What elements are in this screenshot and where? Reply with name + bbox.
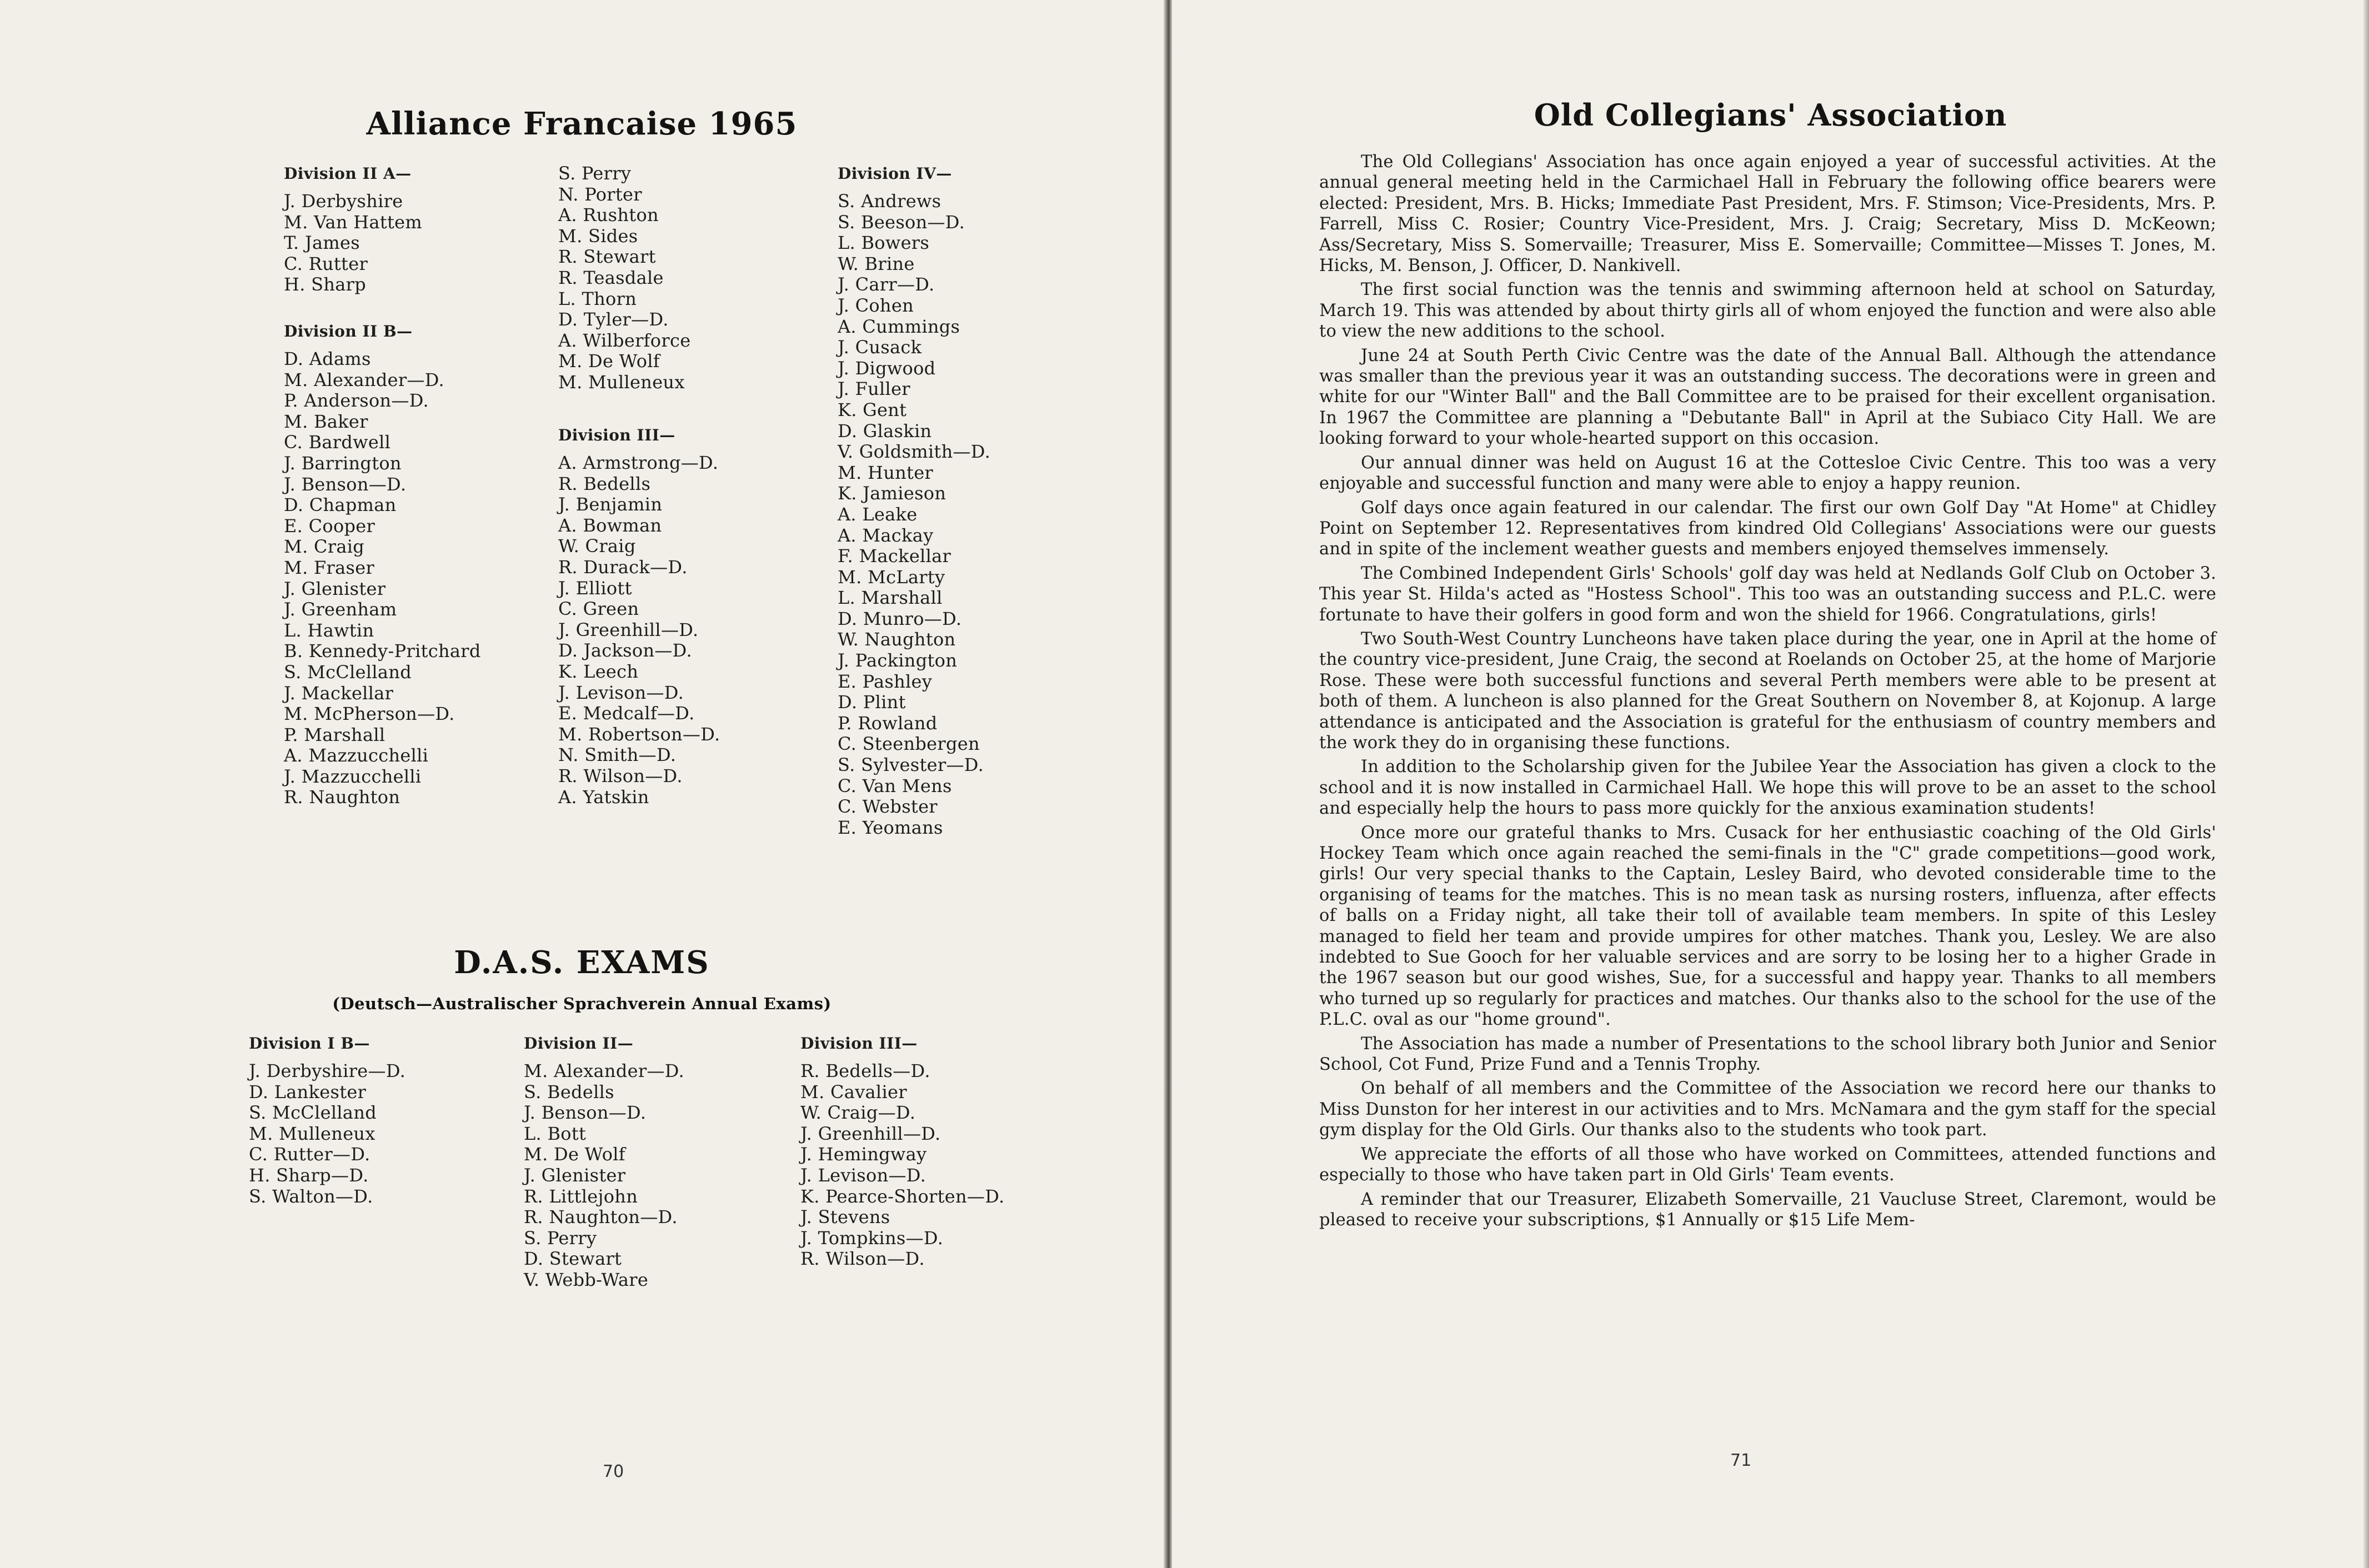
name-list: [558, 163, 690, 393]
name-entry: D. Plint: [838, 692, 906, 713]
name-entry: S. Andrews: [838, 191, 941, 212]
name-entry: C. Rutter—D.: [249, 1144, 370, 1165]
name-entry: D. Lankester: [249, 1081, 367, 1103]
name-entry: D. Chapman: [284, 494, 397, 516]
name-entry: C. Green: [558, 598, 639, 620]
name-entry: J. Greenham: [284, 599, 397, 620]
division-heading: Division IV—: [838, 164, 952, 183]
name-entry: J. Mackellar: [284, 682, 394, 704]
name-entry: M. Fraser: [284, 557, 375, 578]
name-entry: K. Leech: [558, 660, 639, 682]
name-list: [249, 1061, 405, 1207]
page-number: 71: [1730, 1451, 1752, 1470]
das-division-1b: [249, 1033, 405, 1207]
name-entry: M. McPherson—D.: [284, 703, 455, 725]
alliance-division-4: [838, 163, 990, 838]
name-entry: C. Bardwell: [284, 432, 391, 453]
name-entry: P. Rowland: [838, 712, 938, 734]
name-entry: C. Webster: [838, 796, 938, 818]
name-entry: M. Baker: [284, 410, 368, 432]
name-entry: R. Naughton: [284, 786, 400, 808]
article-paragraph: June 24 at South Perth Civic Centre was the date of the Annual Ball. Although the attendance was smaller than the previous year it was an outstanding success. The decorations were in green and white for our "Winter Ball" and the Ball Committee are to be praised for their excellent organisation. In 1967 the Committee are planning a "Debutante Ball" in April at the Subiaco City Hall. We are looking forward to your whole-hearted support on this occasion.: [1319, 345, 2216, 449]
name-entry: M. Van Hattem: [284, 211, 423, 233]
das-exams-subtitle: (Deutsch—Australischer Sprachverein Annual Exams): [332, 994, 832, 1013]
name-entry: J. Greenhill—D.: [558, 619, 699, 640]
name-entry: S. Perry: [558, 163, 632, 184]
article-paragraph: On behalf of all members and the Committee of the Association we record here our thanks to Miss Dunston for her interest in our activities and to Mrs. McNamara and the gym staff for the special gym display for the Old Girls. Our thanks also to the students who took part.: [1319, 1079, 2216, 1140]
division-heading: Division II B—: [284, 322, 413, 340]
article-paragraph: The Combined Independent Girls' Schools' golf day was held at Nedlands Golf Club on October 3. This year St. Hilda's acted as "Hostess School". This too was an outstanding success and P.L.C. were fortunate to have their golfers in good form and won the shield for 1966. Congratulations, girls!: [1319, 563, 2216, 625]
name-entry: N. Smith—D.: [558, 744, 677, 766]
name-entry: T. James: [284, 232, 360, 254]
name-entry: D. Munro—D.: [838, 608, 962, 629]
name-entry: W. Craig: [558, 535, 636, 557]
article-body: [1319, 152, 2216, 1234]
name-entry: L. Hawtin: [284, 619, 374, 641]
name-entry: J. Derbyshire—D.: [249, 1060, 406, 1081]
name-entry: M. McLarty: [838, 566, 945, 588]
page-number: 70: [603, 1462, 624, 1481]
division-heading: Division II A—: [284, 164, 412, 183]
name-entry: M. Hunter: [838, 462, 934, 483]
name-entry: E. Yeomans: [838, 816, 943, 838]
name-entry: R. Wilson—D.: [558, 765, 683, 786]
name-entry: J. Digwood: [838, 357, 936, 379]
name-entry: F. Mackellar: [838, 545, 951, 567]
name-entry: D. Tyler—D.: [558, 309, 669, 330]
name-entry: M. Cavalier: [800, 1081, 907, 1103]
article-paragraph: We appreciate the efforts of all those who have worked on Committees, attended functions and especially to those who have taken part in Old Girls' Team events.: [1319, 1144, 2216, 1185]
name-entry: M. Alexander—D.: [284, 369, 445, 390]
name-entry: M. Alexander—D.: [524, 1060, 685, 1081]
name-entry: C. Rutter: [284, 253, 368, 274]
name-entry: R. Bedells: [558, 473, 651, 494]
name-entry: V. Goldsmith—D.: [838, 441, 991, 463]
name-entry: J. Mazzucchelli: [284, 765, 422, 787]
alliance-division-2a: [284, 163, 422, 295]
alliance-francaise-title: Alliance Francaise 1965: [366, 106, 798, 142]
name-entry: J. Glenister: [524, 1164, 626, 1186]
name-entry: A. Cummings: [838, 315, 960, 337]
name-entry: H. Sharp: [284, 274, 367, 295]
article-paragraph: Golf days once again featured in our calendar. The first our own Golf Day "At Home" at Chidley Point on September 12. Representatives from kindred Old Collegians' Associations were our guests and in spite of the inclement weather guests and members enjoyed themselves immensely.: [1319, 498, 2216, 559]
division-heading: Division III—: [800, 1034, 918, 1053]
name-entry: J. Elliott: [558, 577, 632, 599]
name-entry: L. Marshall: [838, 587, 943, 609]
name-entry: C. Steenbergen: [838, 733, 980, 755]
name-entry: A. Bowman: [558, 514, 662, 536]
name-entry: K. Pearce-Shorten—D.: [800, 1185, 1005, 1207]
article-paragraph: Two South-West Country Luncheons have taken place during the year, one in April at the home of the country vice-president, June Craig, the second at Roelands on October 25, at the home of Marjorie Rose. These were both successful functions and several Perth members were able to be present at both of them. A luncheon is also planned for the Great Southern on November 8, at Kojonup. A large attendance is anticipated and the Association is grateful for the enthusiasm of country members and the work they do in organising these functions.: [1319, 629, 2216, 753]
name-entry: R. Littlejohn: [524, 1185, 638, 1207]
name-entry: K. Gent: [838, 399, 907, 420]
name-entry: J. Cusack: [838, 337, 922, 358]
book-gutter: [1164, 0, 1172, 1568]
name-entry: R. Teasdale: [558, 267, 664, 288]
name-entry: R. Naughton—D.: [524, 1206, 678, 1228]
name-entry: M. Mulleneux: [249, 1123, 375, 1144]
page-edge: [2363, 0, 2369, 1568]
das-division-3: [800, 1033, 1005, 1270]
name-entry: J. Fuller: [838, 378, 910, 400]
name-list: [838, 191, 990, 838]
name-entry: J. Benjamin: [558, 494, 663, 515]
name-entry: S. McClelland: [249, 1102, 377, 1124]
name-entry: A. Wilberforce: [558, 329, 691, 351]
name-entry: J. Carr—D.: [838, 274, 935, 295]
name-entry: M. Craig: [284, 536, 365, 558]
article-paragraph: A reminder that our Treasurer, Elizabeth Somervaille, 21 Vaucluse Street, Claremont, would be pleased to receive your subscriptions, $1 Annually or $15 Life Mem-: [1319, 1189, 2216, 1230]
old-collegians-title: Old Collegians' Association: [1534, 97, 2007, 133]
name-entry: J. Glenister: [284, 578, 386, 599]
name-entry: J. Stevens: [800, 1206, 890, 1228]
left-page: [0, 0, 1164, 1568]
das-division-2: [524, 1033, 684, 1291]
name-entry: M. De Wolf: [558, 350, 660, 372]
name-entry: S. Sylvester—D.: [838, 754, 984, 776]
name-entry: D. Jackson—D.: [558, 640, 692, 662]
name-entry: D. Stewart: [524, 1248, 622, 1270]
name-entry: R. Stewart: [558, 246, 656, 268]
name-entry: V. Webb-Ware: [524, 1269, 649, 1290]
name-entry: W. Naughton: [838, 629, 956, 650]
name-entry: J. Hemingway: [800, 1144, 927, 1165]
name-entry: S. Perry: [524, 1227, 597, 1249]
name-entry: S. Walton—D.: [249, 1185, 373, 1207]
name-entry: R. Wilson—D.: [800, 1248, 925, 1270]
article-paragraph: The Association has made a number of Presentations to the school library both Junior and Senior School, Cot Fund, Prize Fund and a Tennis Trophy.: [1319, 1034, 2216, 1075]
name-entry: A. Yatskin: [558, 786, 649, 808]
article-paragraph: Our annual dinner was held on August 16 at the Cottesloe Civic Centre. This too was a very enjoyable and successful function and many were able to enjoy a happy reunion.: [1319, 453, 2216, 494]
name-entry: J. Barrington: [284, 452, 402, 474]
name-list: [524, 1061, 684, 1291]
name-list: [284, 191, 422, 295]
alliance-division-3: [558, 425, 720, 808]
name-entry: M. De Wolf: [524, 1144, 625, 1165]
name-entry: B. Kennedy-Pritchard: [284, 640, 481, 662]
name-entry: R. Bedells—D.: [800, 1060, 930, 1081]
name-entry: R. Durack—D.: [558, 556, 688, 578]
name-list: [800, 1061, 1005, 1270]
name-entry: M. Sides: [558, 225, 638, 247]
das-exams-title: D.A.S. EXAMS: [454, 944, 710, 981]
name-entry: J. Benson—D.: [284, 473, 407, 495]
name-entry: J. Levison—D.: [558, 682, 684, 703]
name-entry: S. McClelland: [284, 661, 412, 683]
name-list: [558, 453, 720, 808]
name-entry: J. Levison—D.: [800, 1164, 926, 1186]
name-entry: S. Bedells: [524, 1081, 614, 1103]
name-entry: M. Robertson—D.: [558, 723, 720, 745]
name-entry: A. Leake: [838, 503, 918, 525]
name-entry: A. Armstrong—D.: [558, 452, 719, 473]
name-entry: C. Van Mens: [838, 775, 952, 796]
name-entry: S. Beeson—D.: [838, 211, 965, 233]
name-entry: L. Bott: [524, 1123, 587, 1144]
name-entry: J. Packington: [838, 650, 958, 672]
name-entry: P. Anderson—D.: [284, 390, 429, 412]
name-entry: K. Jamieson: [838, 483, 946, 504]
alliance-division-2b: [284, 321, 481, 808]
name-entry: L. Bowers: [838, 232, 930, 254]
name-entry: W. Brine: [838, 253, 915, 274]
name-entry: M. Mulleneux: [558, 371, 685, 393]
article-paragraph: The Old Collegians' Association has once again enjoyed a year of successful activities. At the annual general meeting held in the Carmichael Hall in February the following office bearers were elected: President, Mrs. B. Hicks; Immediate Past President, Mrs. F. Stimson; Vice-Presidents, Mrs. P. Farrell, Miss C. Rosier; Country Vice-President, Mrs. J. Craig; Secretary, Miss D. McKeown; Ass/Secretary, Miss S. Somervaille; Treasurer, Miss E. Somervaille; Committee—Misses T. Jones, M. Hicks, M. Benson, J. Officer, D. Nankivell.: [1319, 152, 2216, 276]
name-entry: W. Craig—D.: [800, 1102, 916, 1124]
name-entry: N. Porter: [558, 183, 642, 205]
name-entry: A. Mazzucchelli: [284, 745, 429, 767]
article-paragraph: Once more our grateful thanks to Mrs. Cusack for her enthusiastic coaching of the Old Girls' Hockey Team which once again reached the semi-finals in the "C" grade competitions—good work, girls! Our very special thanks to the Captain, Lesley Baird, who devoted considerable time to the organising of teams for the matches. This is no mean task as nursing rosters, influenza, after effects of balls on a Friday night, all take their toll of available team members. In spite of this Lesley managed to field her team and provide umpires for other matches. Thank you, Lesley. We are also indebted to Sue Gooch for her valuable services and are sorry to be losing her to a higher Grade in the 1967 season but our good wishes, Sue, for a successful and happy year. Thanks to all members who turned up so regularly for practices and matches. Our thanks also to the school for the use of the P.L.C. oval as our "home ground".: [1319, 823, 2216, 1030]
name-entry: J. Greenhill—D.: [800, 1123, 941, 1144]
division-heading: Division II—: [524, 1034, 634, 1053]
name-entry: E. Cooper: [284, 515, 375, 537]
article-paragraph: The first social function was the tennis and swimming afternoon held at school on Saturday, March 19. This was attended by about thirty girls all of whom enjoyed the function and were also able to view the new additions to the school.: [1319, 280, 2216, 342]
article-paragraph: In addition to the Scholarship given for the Jubilee Year the Association has given a clock to the school and it is now installed in Carmichael Hall. We hope this will prove to be an asset to the school and especially help the hours to pass more quickly for the anxious examination students!: [1319, 757, 2216, 819]
name-entry: J. Benson—D.: [524, 1102, 647, 1124]
name-entry: J. Tompkins—D.: [800, 1227, 944, 1249]
alliance-division-2b-continued: [558, 163, 690, 393]
name-entry: A. Mackay: [838, 524, 934, 546]
name-entry: P. Marshall: [284, 724, 385, 745]
name-entry: J. Cohen: [838, 294, 914, 316]
name-entry: L. Thorn: [558, 288, 637, 309]
name-entry: E. Medcalf—D.: [558, 703, 695, 724]
name-entry: A. Rushton: [558, 204, 659, 226]
name-entry: J. Derbyshire: [284, 191, 403, 212]
division-heading: Division I B—: [249, 1034, 370, 1053]
name-entry: D. Glaskin: [838, 420, 932, 442]
right-page: [1172, 0, 2369, 1568]
division-heading: Division III—: [558, 426, 675, 444]
name-entry: H. Sharp—D.: [249, 1164, 369, 1186]
name-entry: E. Pashley: [838, 670, 933, 692]
name-entry: D. Adams: [284, 348, 371, 369]
name-list: [284, 349, 481, 808]
